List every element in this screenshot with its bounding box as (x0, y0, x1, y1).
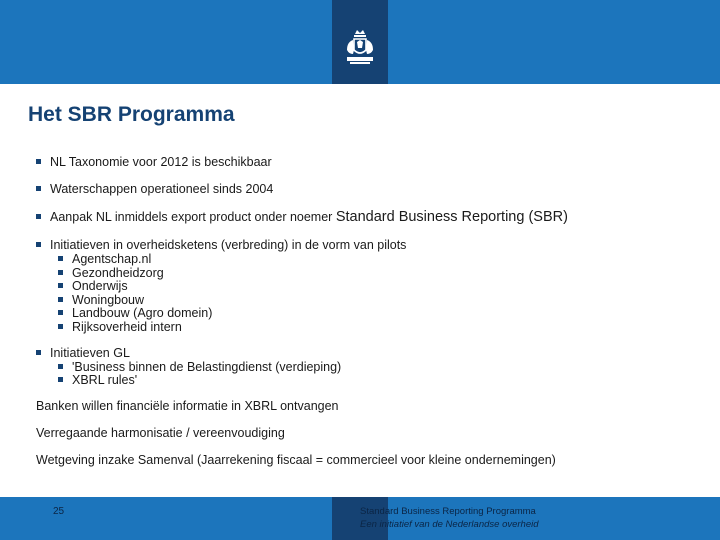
square-bullet-icon (58, 266, 68, 280)
footer-band (0, 497, 720, 540)
bullet-item: Waterschappen operationeel sinds 2004 (36, 182, 273, 196)
slide-title: Het SBR Programma (28, 103, 235, 126)
sub-bullet-item: 'Business binnen de Belastingdienst (verdieping) (58, 360, 341, 374)
plain-text-line: Banken willen financiële informatie in XBRL ontvangen (36, 399, 339, 413)
square-bullet-icon (36, 238, 46, 252)
sub-bullet-item: XBRL rules' (58, 373, 137, 387)
square-bullet-icon (58, 279, 68, 293)
footer-tagline: Een initiatief van de Nederlandse overheid (360, 519, 539, 530)
bullet-item: Aanpak NL inmiddels export product onder noemer Standard Business Reporting (SBR) (36, 210, 568, 224)
square-bullet-icon (58, 293, 68, 307)
coat-of-arms-icon (343, 30, 377, 66)
square-bullet-icon (36, 155, 46, 169)
plain-text-line: Wetgeving inzake Samenval (Jaarrekening fiscaal = commercieel voor kleine ondernemingen) (36, 453, 556, 467)
bullet-item: NL Taxonomie voor 2012 is beschikbaar (36, 155, 272, 169)
sub-bullet-item: Woningbouw (58, 293, 144, 307)
sub-bullet-item: Agentschap.nl (58, 252, 151, 266)
sub-bullet-item: Onderwijs (58, 279, 128, 293)
sub-bullet-item: Rijksoverheid intern (58, 320, 182, 334)
page-number: 25 (53, 506, 65, 517)
square-bullet-icon (36, 182, 46, 196)
square-bullet-icon (36, 210, 46, 224)
footer-program-name: Standard Business Reporting Programma (360, 506, 536, 517)
square-bullet-icon (58, 360, 68, 374)
sub-bullet-item: Landbouw (Agro domein) (58, 306, 212, 320)
square-bullet-icon (36, 346, 46, 360)
header-band (0, 0, 720, 84)
square-bullet-icon (58, 252, 68, 266)
sub-bullet-item: Gezondheidzorg (58, 266, 164, 280)
plain-text-line: Verregaande harmonisatie / vereenvoudiging (36, 426, 285, 440)
bullet-item: Initiatieven GL (36, 346, 130, 360)
square-bullet-icon (58, 320, 68, 334)
sbr-highlight: Standard Business Reporting (SBR) (335, 209, 568, 225)
square-bullet-icon (58, 306, 68, 320)
bullet-item: Initiatieven in overheidsketens (verbreding) in de vorm van pilots (36, 238, 406, 252)
square-bullet-icon (58, 373, 68, 387)
